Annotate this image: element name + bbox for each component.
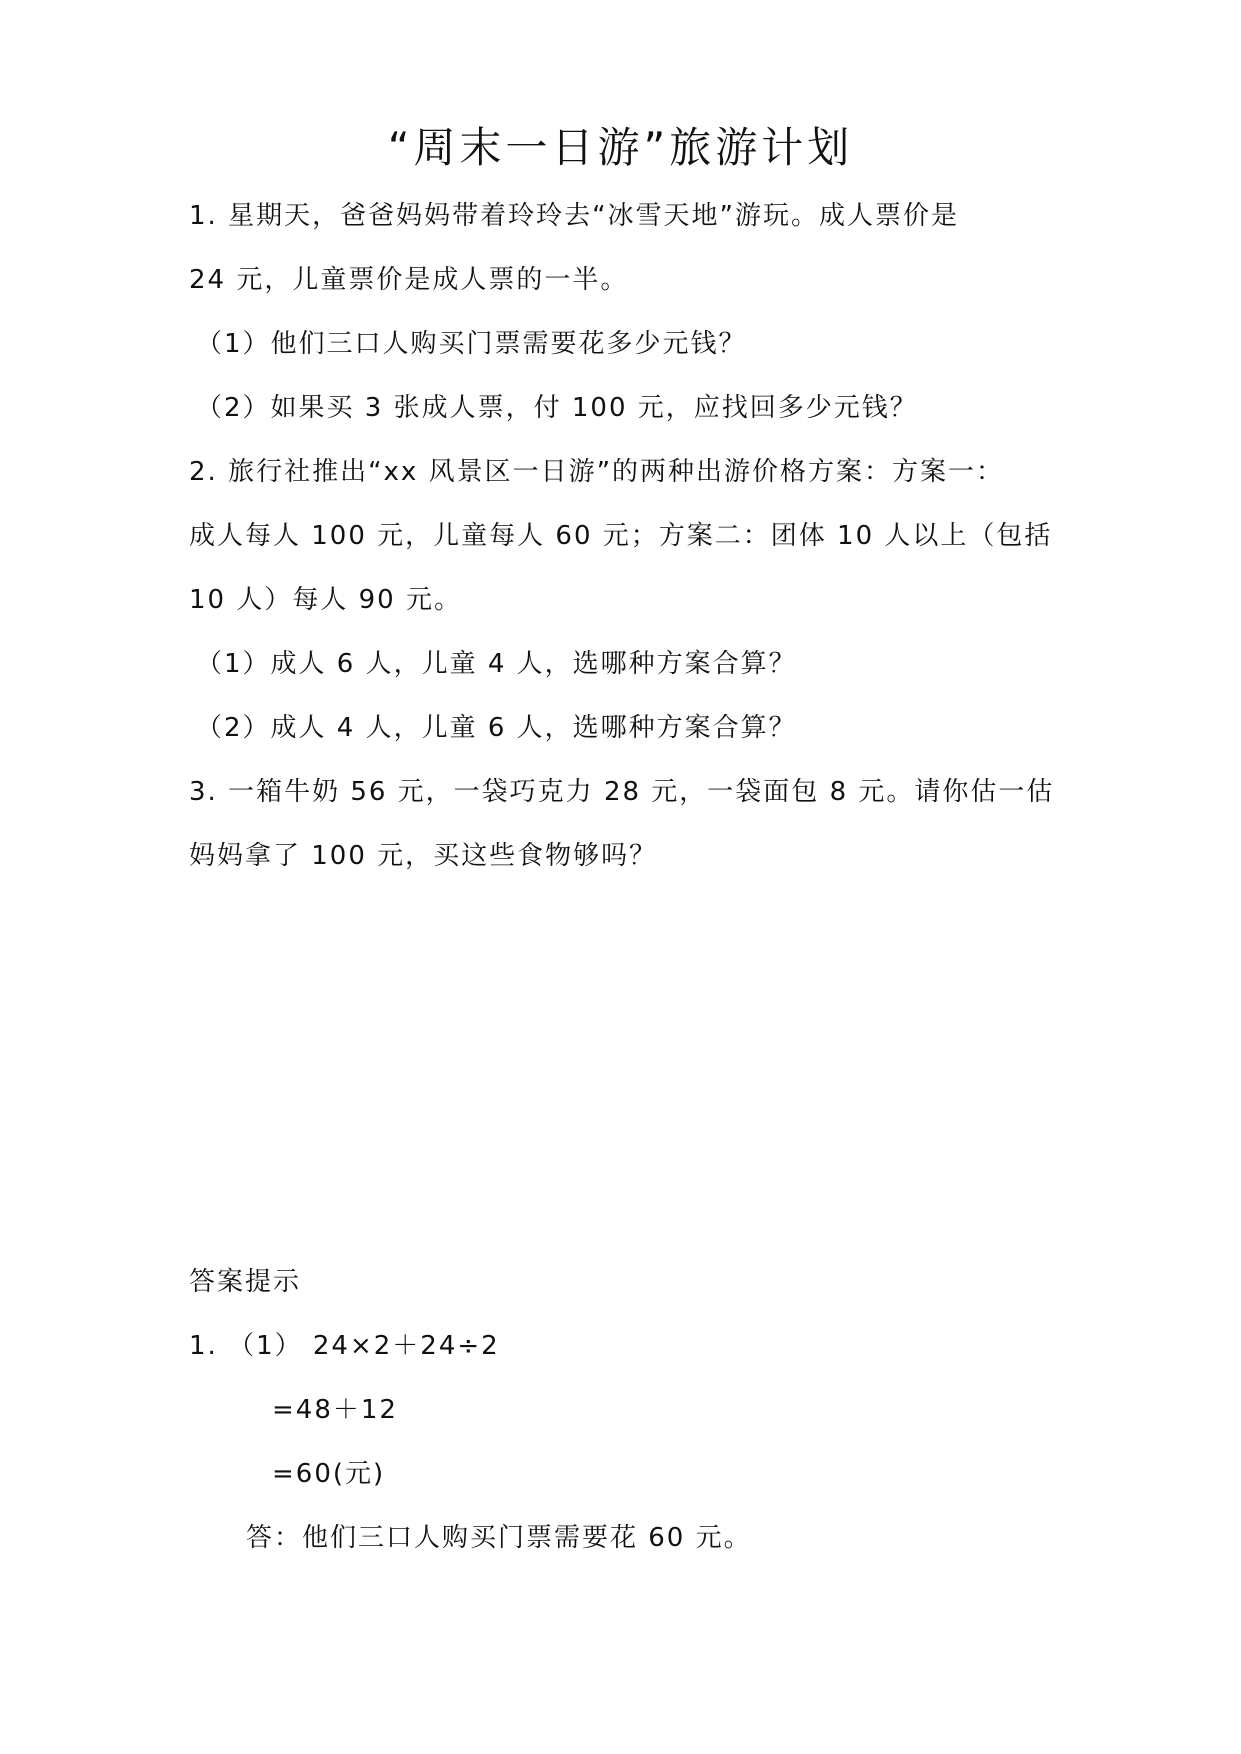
answer-1-line-2: =48＋12 [272, 1395, 398, 1425]
question-2-sub-1: （1）成人 6 人，儿童 4 人，选哪种方案合算？ [196, 649, 797, 679]
page-title: “周末一日游”旅游计划 [387, 123, 854, 172]
question-1-line-2: 24 元，儿童票价是成人票的一半。 [189, 265, 629, 295]
question-2-sub-2: （2）成人 4 人，儿童 6 人，选哪种方案合算？ [196, 713, 797, 743]
question-1-line-1: 1. 星期天，爸爸妈妈带着玲玲去“冰雪天地”游玩。成人票价是 [189, 201, 960, 231]
answers-heading: 答案提示 [189, 1267, 302, 1297]
question-2-line-2: 成人每人 100 元，儿童每人 60 元；方案二：团体 10 人以上（包括 [189, 521, 1053, 551]
question-2-line-3: 10 人）每人 90 元。 [189, 585, 462, 615]
answer-1-reply: 答：他们三口人购买门票需要花 60 元。 [246, 1523, 752, 1553]
answer-1-line-1: 1. （1） 24×2＋24÷2 [189, 1331, 500, 1361]
question-2-line-1: 2. 旅行社推出“xx 风景区一日游”的两种出游价格方案：方案一： [189, 457, 1005, 487]
question-3-line-2: 妈妈拿了 100 元，买这些食物够吗？ [189, 841, 658, 871]
question-3-line-1: 3. 一箱牛奶 56 元，一袋巧克力 28 元，一袋面包 8 元。请你估一估 [189, 777, 1055, 807]
question-1-sub-1: （1）他们三口人购买门票需要花多少元钱？ [196, 329, 747, 359]
answer-1-line-3: =60(元) [272, 1459, 386, 1489]
question-1-sub-2: （2）如果买 3 张成人票，付 100 元，应找回多少元钱？ [196, 393, 918, 423]
